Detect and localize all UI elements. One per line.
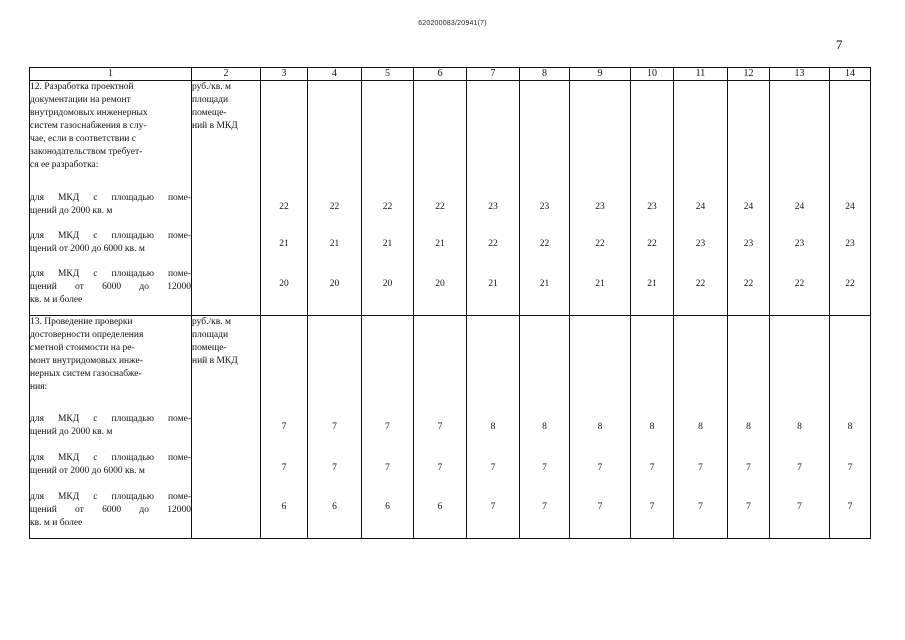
row-label-line: щений до 2000 кв. м <box>30 427 113 437</box>
value-cell: 21 <box>595 279 605 289</box>
section-title-line: внутридомовых инженерных <box>30 108 148 118</box>
value-column-3 <box>261 316 308 539</box>
value-column-5 <box>362 81 414 316</box>
value-column-10 <box>631 81 674 316</box>
value-cell: 7 <box>698 463 703 473</box>
column-header-11: 11 <box>674 68 728 81</box>
row-label <box>30 230 191 268</box>
value-cell: 22 <box>794 279 805 289</box>
value-cell: 6 <box>332 502 337 512</box>
value-cell: 7 <box>597 502 603 512</box>
value-cell: 8 <box>542 422 547 432</box>
unit-line: руб./кв. м <box>192 317 231 327</box>
value-column-7 <box>467 316 520 539</box>
value-cell: 24 <box>695 202 706 212</box>
value-cell: 21 <box>382 239 393 249</box>
row-label-line: кв. м и более <box>30 518 83 528</box>
value-cell: 7 <box>281 422 287 432</box>
value-cell: 7 <box>797 502 802 512</box>
row-label-line: для МКД с площадью поме- <box>30 193 191 203</box>
row-label-line: для МКД с площадью поме- <box>30 231 191 241</box>
column-header-9: 9 <box>570 68 631 81</box>
section-title-line: систем газоснабжения в слу- <box>30 121 147 131</box>
value-cell: 6 <box>437 502 443 512</box>
column-header-2: 2 <box>192 68 261 81</box>
value-cell: 22 <box>488 239 498 249</box>
section-title <box>30 81 191 192</box>
unit-line: помеще- <box>192 343 227 353</box>
value-column-6 <box>414 316 467 539</box>
value-cell: 7 <box>746 502 751 512</box>
value-cell: 8 <box>490 422 496 432</box>
column-header-13: 13 <box>770 68 830 81</box>
section-title-line: ния: <box>30 382 48 392</box>
row-label-line: щений до 2000 кв. м <box>30 206 113 216</box>
value-cell: 6 <box>281 502 287 512</box>
section-block <box>30 316 871 539</box>
value-column-3 <box>261 81 308 316</box>
value-column-7 <box>467 81 520 316</box>
section-description <box>30 81 192 316</box>
value-column-12 <box>728 316 770 539</box>
unit-line: ний в МКД <box>192 356 238 366</box>
section-title-line: законодательством требует- <box>30 147 143 157</box>
value-cell: 23 <box>488 202 498 212</box>
value-cell: 21 <box>488 279 498 289</box>
column-header-4: 4 <box>308 68 362 81</box>
value-cell: 22 <box>539 239 550 249</box>
unit-line: площади <box>192 95 229 105</box>
value-cell: 22 <box>695 279 706 289</box>
unit-line: руб./кв. м <box>192 82 231 92</box>
column-header-5: 5 <box>362 68 414 81</box>
value-cell: 7 <box>437 463 443 473</box>
value-cell: 23 <box>845 239 855 249</box>
value-cell: 20 <box>382 279 393 289</box>
section-title-line: чае, если в соответствии с <box>30 134 136 144</box>
value-cell: 7 <box>746 463 751 473</box>
section-title-line: нерных систем газоснабже- <box>30 369 142 379</box>
value-cell: 23 <box>595 202 605 212</box>
value-cell: 21 <box>279 239 289 249</box>
value-cell: 7 <box>649 463 655 473</box>
value-cell: 21 <box>647 279 657 289</box>
document-id: 620200083/20941(7) <box>418 20 487 27</box>
value-cell: 7 <box>797 463 802 473</box>
column-header-6: 6 <box>414 68 467 81</box>
value-cell: 24 <box>743 202 754 212</box>
value-column-4 <box>308 81 362 316</box>
value-column-6 <box>414 81 467 316</box>
value-cell: 7 <box>597 463 603 473</box>
row-label-line: для МКД с площадью поме- <box>30 269 191 279</box>
value-column-11 <box>674 81 728 316</box>
unit-line: площади <box>192 330 229 340</box>
value-cell: 8 <box>649 422 655 432</box>
value-column-14 <box>830 316 871 539</box>
value-column-9 <box>570 316 631 539</box>
value-cell: 22 <box>329 202 340 212</box>
row-label-line: для МКД с площадью поме- <box>30 492 191 502</box>
value-cell: 7 <box>847 502 853 512</box>
value-cell: 22 <box>647 239 657 249</box>
value-cell: 22 <box>595 239 605 249</box>
column-header-1: 1 <box>30 68 192 81</box>
value-column-13 <box>770 316 830 539</box>
section-title-line: документации на ремонт <box>30 95 131 105</box>
page-number: 7 <box>836 37 843 52</box>
section-title-line: ся ее разработка: <box>30 160 99 170</box>
value-cell: 21 <box>435 239 445 249</box>
value-cell: 7 <box>542 502 547 512</box>
row-label <box>30 491 191 538</box>
value-cell: 6 <box>385 502 390 512</box>
column-header-12: 12 <box>728 68 770 81</box>
row-label-line: щений от 6000 до 12000 <box>30 505 191 515</box>
row-label-line: для МКД с площадью поме- <box>30 414 191 424</box>
row-label-line: щений от 6000 до 12000 <box>30 282 191 292</box>
row-label-line: щений от 2000 до 6000 кв. м <box>30 466 145 476</box>
value-cell: 7 <box>332 422 337 432</box>
value-cell: 7 <box>490 502 496 512</box>
value-cell: 22 <box>382 202 393 212</box>
value-column-4 <box>308 316 362 539</box>
value-cell: 7 <box>490 463 496 473</box>
value-cell: 7 <box>649 502 655 512</box>
table-header-row <box>30 68 871 81</box>
row-label <box>30 192 191 230</box>
value-column-8 <box>520 81 570 316</box>
value-cell: 21 <box>329 239 340 249</box>
value-cell: 21 <box>539 279 550 289</box>
value-cell: 7 <box>698 502 703 512</box>
column-header-10: 10 <box>631 68 674 81</box>
value-column-12 <box>728 81 770 316</box>
row-label <box>30 413 191 452</box>
row-label-line: щений от 2000 до 6000 кв. м <box>30 244 145 254</box>
value-column-9 <box>570 81 631 316</box>
value-cell: 23 <box>794 239 805 249</box>
section-title-line: 13. Проведение проверки <box>30 317 133 327</box>
value-cell: 8 <box>797 422 802 432</box>
value-cell: 8 <box>698 422 703 432</box>
value-cell: 23 <box>695 239 706 249</box>
unit-line: помеще- <box>192 108 227 118</box>
row-label <box>30 268 191 315</box>
value-column-5 <box>362 316 414 539</box>
row-label-line: кв. м и более <box>30 295 83 305</box>
value-cell: 8 <box>746 422 751 432</box>
value-cell: 8 <box>847 422 853 432</box>
column-header-14: 14 <box>830 68 871 81</box>
value-cell: 7 <box>385 463 390 473</box>
value-cell: 24 <box>794 202 805 212</box>
unit-cell <box>192 316 261 539</box>
value-column-14 <box>830 81 871 316</box>
unit-cell <box>192 81 261 316</box>
column-header-7: 7 <box>467 68 520 81</box>
value-cell: 23 <box>743 239 754 249</box>
value-cell: 22 <box>845 279 855 289</box>
column-header-8: 8 <box>520 68 570 81</box>
value-cell: 7 <box>847 463 853 473</box>
section-title-line: монт внутридомовых инже- <box>30 356 143 366</box>
column-header-3: 3 <box>261 68 308 81</box>
value-cell: 7 <box>542 463 547 473</box>
value-cell: 24 <box>845 202 855 212</box>
section-title-line: достоверности определения <box>30 330 144 340</box>
value-cell: 22 <box>743 279 754 289</box>
value-cell: 23 <box>539 202 550 212</box>
value-cell: 20 <box>435 279 445 289</box>
value-cell: 7 <box>281 463 287 473</box>
value-cell: 7 <box>437 422 443 432</box>
row-label <box>30 452 191 491</box>
section-title <box>30 316 191 413</box>
section-description <box>30 316 192 539</box>
value-column-11 <box>674 316 728 539</box>
section-title-line: 12. Разработка проектной <box>30 82 134 92</box>
value-column-13 <box>770 81 830 316</box>
value-cell: 20 <box>279 279 289 289</box>
value-column-8 <box>520 316 570 539</box>
unit-line: ний в МКД <box>192 121 238 131</box>
section-title-line: сметной стоимости на ре- <box>30 343 135 353</box>
value-cell: 7 <box>332 463 337 473</box>
value-column-10 <box>631 316 674 539</box>
value-cell: 22 <box>435 202 445 212</box>
value-cell: 20 <box>329 279 340 289</box>
section-block <box>30 81 871 316</box>
value-cell: 7 <box>385 422 390 432</box>
row-label-line: для МКД с площадью поме- <box>30 453 191 463</box>
value-cell: 23 <box>647 202 657 212</box>
tariff-table <box>29 67 871 539</box>
value-cell: 22 <box>279 202 289 212</box>
value-cell: 8 <box>597 422 603 432</box>
